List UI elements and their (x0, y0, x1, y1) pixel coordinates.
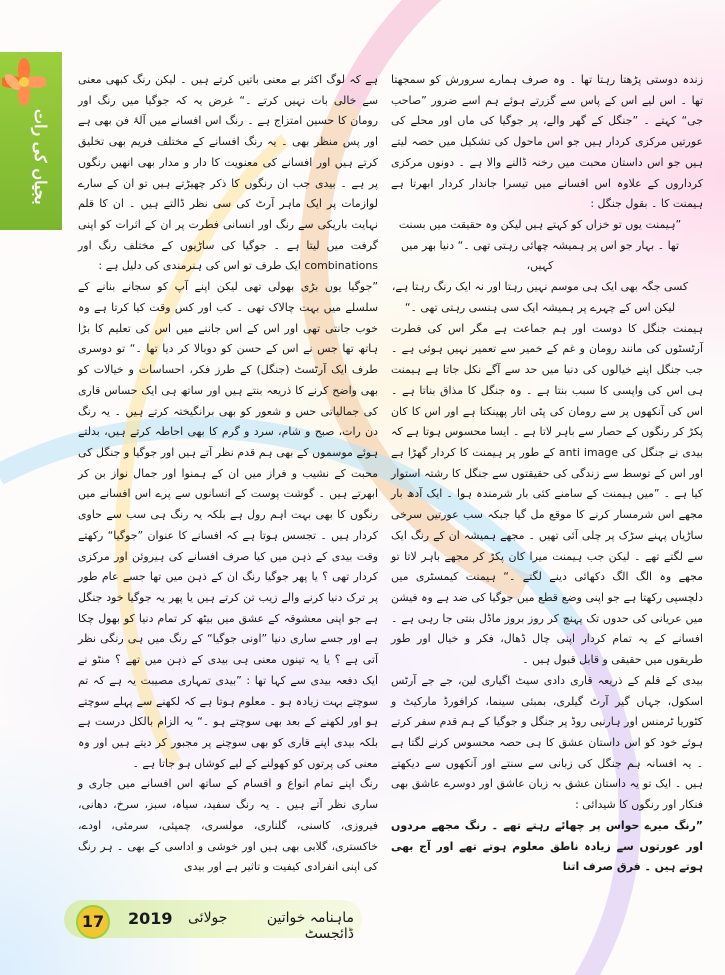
page-number: 17 (76, 905, 110, 939)
paragraph: بیدی کے قلم کے ذریعہ قاری دادی سیٹ اگیاری لین، جے جے آرٹس اسکول، جہاں گیر آرٹ گیلری، بمبئی سینما، کرافورڈ مارکیٹ و کٹوریا ٹرمنس اور ہارنبی روڈ پر جنگل و جوگیا کے ہم قدم سفر کرتے ہوئے خود کو اس داستان عشق کا ہی حصہ محسوس کرنے لگتا ہے ۔ یہ افسانہ ہم جنگل کی زبانی سے سنتے اور آنکھوں سے دیکھتے ہیں ۔ ایک تو یہ داستان عشق بہ زبان عاشق اور دوسرے عاشق بھی فنکار اور رنگوں کا شیدائی : (391, 673, 703, 812)
paragraph: زندہ دوستی پڑھتا رہتا تھا ۔ وہ صرف ہمارے سرورش کو سمجھتا تھا ۔ اس لیے اس کے پاس سے گزرتے ہوئے ہم اسے ضرور ”صاحب جی“ کہتے ۔ ”جنگل کے گھر والے، پر جوگیا کی ماں اور محلے کی عورتیں مرکزی کردار ہیں جو اس ماحول کی تشکیل میں حصہ لیتے ہیں جو اس داستان محبت میں رخنہ ڈالنے والا ہے ۔ دونوں مرکزی کرداروں کے علاوہ اس افسانے میں تیسرا جاندار کردار ابھرتا ہے ہیمنت کا ۔ بقول جنگل : (391, 73, 703, 211)
verse-line: لیکن اس کے چہرے پر ہمیشہ ایک سی ہنسی رہتی تھی ۔“ (404, 300, 676, 314)
section-title: بجیاں کی رات (31, 109, 50, 205)
verse-line: ”ہیمنت یوں تو خزاں کو کہتے ہیں لیکن وہ حقیقت میں بسنت (398, 218, 682, 232)
issue-month: جولائی (188, 910, 228, 926)
paragraph: ہے کہ لوگ اکثر بے معنی باتیں کرتے ہیں ۔ لیکن رنگ کبھی معنی سے خالی بات نہیں کرتے ۔“ غرض یہ کہ جوگیا میں رنگ اور رومان کا حسین امتزاج ہے ۔ رنگ اس افسانے میں آلۂ فن بھی ہے اور پس منظر بھی ۔ یہ رنگ افسانے کے مختلف فریم بھی تخلیق کرتے ہیں اور افسانے کی معنویت کا دار و مدار بھی انھیں رنگوں پر ہے ۔ بیدی جب ان رنگوں کا ذکر چھیڑتے ہیں تو ان کے سارے لوازمات پر ایک ماہر آرٹ کی سی نظر ڈالتے ہیں ۔ ان کا قلم نہایت باریکی سے رنگ اور انسانی فطرت پر ان کے اثرات کو اپنی گرفت میں لیتا ہے ۔ جوگیا کی ساڑیوں کے مختلف رنگ اور combinations ایک طرف تو اس کی ہنرمندی کی دلیل ہے : (78, 73, 378, 273)
paragraph: ہیمنت جنگل کا دوست اور ہم جماعت ہے مگر اس کی فطرت آرٹسٹوں کی مانند رومان و غم کے خمیر سے تعمیر نہیں ہوئی ہے ۔ جب جنگل اپنے خیالوں کی دنیا میں حد سے آگے نکل جاتا ہے ہیمنت ہی اس کی واپسی کا سبب بنتا ہے ۔ وہ جنگل کا مذاق بناتا ہے ۔ اس کی آنکھوں پر سے رومان کی پٹی اتار پھینکتا ہے اور اس کا کان پکڑ کر رنگوں کے حصار سے باہر لاتا ہے ۔ ایسا محسوس ہوتا ہے کہ بیدی نے جنگل کی anti image کے طور پر ہیمنت کا کردار گھڑا ہے اور اس کے توسط سے زندگی کی حقیقتوں سے جنگل کا رشتہ استوار کیا ہے ۔ ”میں ہیمنت کے سامنے کئی بار شرمندہ ہوا ۔ ایک آدھ بار مجھے اس شرمسار کرنے کا موقع مل گیا جبکہ سب عورتیں سرخی ساڑیاں پہنے سڑک پر چلی آئی تھیں ۔ مجھے ہمیشہ ان کے رنگ ایک سے لگتے تھے ۔ لیکن جب ہیمنت میرا کان پکڑ کر مجھے باہر لاتا تو مجھے وہ الگ الگ دکھائی دینے لگتے ۔“ ہیمنت کیمسٹری میں دلچسپی رکھتا ہے جو اپنی وضع قطع میں جوگیا کی ضد ہے وہ فیشن میں عریانی کی حدوں تک پہنچ کر روز بروز ماڈل بنتی جا رہی ہے ۔ افسانے کے یہ تمام کردار اپنی چال ڈھال، فکر و خیال اور طور طریقوں میں حقیقی و قابل قبول ہیں ۔ (391, 321, 703, 667)
right-column (391, 70, 703, 878)
paragraph: ”جوگیا یوں بڑی بھولی تھی لیکن اپنے آپ کو سجانے بنانے کے سلسلے میں بہت چالاک تھی ۔ کب اور کس وقت کیا کرتا ہے وہ خوب جانتی تھی اور اس کے اس جاننے میں اس کی تعلیم کا بڑا ہاتھ تھا جس نے اس کے حسن کو دوبالا کر دیا تھا ۔“ تو دوسری طرف ایک آرٹسٹ (جنگل) کے طرز فکر، احساسات و خیالات کو بھی واضح کرنے کا ذریعہ بنتے ہیں اور ساتھ ہی ایک حساس قاری کی جمالیاتی حس و شعور کو بھی برانگیختہ کرتے ہیں ۔ یہ رنگ دن رات، صبح و شام، سرد و گرم کا بھی احاطہ کرتے ہیں، بدلتے ہوئے موسموں کے بھی ہم قدم نظر آتے ہیں اور جوگیا و جنگل کی محبت کے نشیب و فراز میں ان کے ہمنوا اور جمال نواز بن کر ابھرتے ہیں ۔ گوشت پوست کے انسانوں سے پرے اس افسانے میں رنگوں کا بھی بہت اہم رول ہے بلکہ یہ رنگ ہی سب سے حاوی کردار ہیں ۔ تجسس ہوتا ہے کہ افسانے کا عنوان ”جوگیا“ رکھتے وقت بیدی کے ذہن میں کیا صرف افسانے کی ہیروئن اور مرکزی کردار تھی ؟ یا پھر جوگیا رنگ ان کے ذہن میں تھا جسے عام طور پر ترک دنیا کرنے والے زیب تن کرتے ہیں یا پھر یہ جوگیا خود جنگل ہے جو اپنی معشوقہ کے عشق میں بیٹھ کر تمام دنیا کو بھول چکا ہے اور جسے ساری دنیا ”اونی جوگیا“ کے رنگ میں ہی رنگی نظر آتی ہے ؟ یا یہ تینوں معنی ہی بیدی کے ذہن میں تھے ؟ منٹو نے ایک دفعہ بیدی سے کہا تھا : ”بیدی تمہاری مصیبت یہ ہے کہ تم سوچتے بہت زیادہ ہو ۔ معلوم ہوتا ہے کہ لکھنے سے پہلے سوچتے ہو اور لکھنے کے بعد بھی سوچتے ہو ۔“ یہ الزام بالکل درست ہے بلکہ بیدی اپنے قاری کو بھی سوچنے پر مجبور کر دیتے ہیں اور وہ معنی کی پرتوں کو کھولنے کے لیے کوشاں ہو جاتا ہے ۔ (78, 280, 378, 770)
magazine-name: ماہنامہ خواتین ڈائجسٹ (266, 910, 354, 942)
paragraph: رنگ اپنے تمام انواع و اقسام کے ساتھ اس افسانے میں جاری و ساری نظر آتے ہیں ۔ یہ رنگ سفید، سیاہ، سبز، سرخ، دھانی، فیروزی، کاسنی، گلناری، مولسری، چمپئی، سرمئی، اودے، خاکستری، گلابی بھی ہیں اور خوشی و اداسی کے بھی ۔ ہر رنگ کی اپنی انفرادی کیفیت و تاثیر ہے اور بیدی (78, 777, 378, 874)
issue-year: 2019 (128, 909, 173, 928)
paragraph: ”رنگ میرے حواس پر چھائے رہتے تھے ۔ رنگ مجھے مردوں اور عورتوں سے زیادہ ناطق معلوم ہوتے تھے اور آج بھی ہوتے ہیں ۔ فرق صرف اتنا (391, 818, 703, 874)
left-column (78, 70, 378, 878)
quoted-verse (391, 215, 703, 319)
verse-line: کسی جگہ بھی ایک ہی موسم نہیں رہتا اور نہ ایک رنگ رہتا ہے، (391, 280, 689, 294)
verse-line: تھا ۔ بہار جو اس پر ہمیشہ چھائی رہتی تھی ۔“ دنیا بھر میں کہیں، (400, 238, 679, 273)
